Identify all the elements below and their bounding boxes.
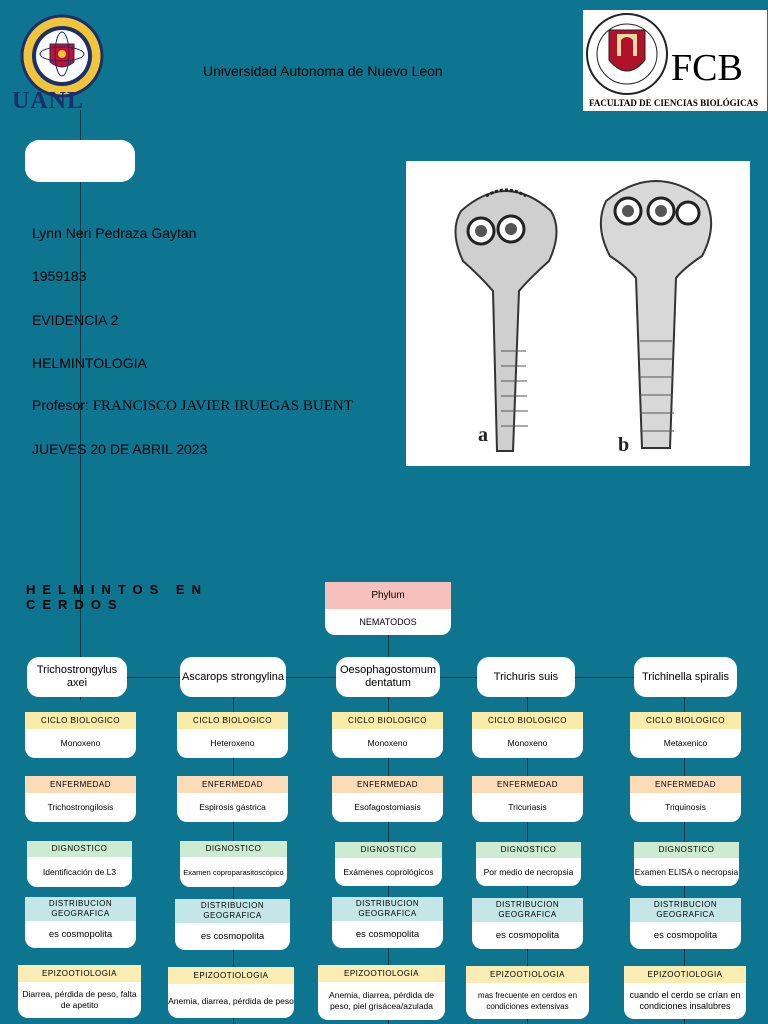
species-4-distribucion: es cosmopolita xyxy=(472,922,583,949)
species-1-name: Trichostrongylus axei xyxy=(27,657,127,697)
species-5-enfermedad: Triquinosis xyxy=(630,793,741,822)
professor-name: FRANCISCO JAVIER IRUEGAS BUENT xyxy=(92,398,353,414)
species-5-name: Trichinella spiralis xyxy=(634,657,737,697)
species-5-diagnostico: Examen ELISA o necropsia xyxy=(634,858,739,886)
species-5-distribucion-label: DISTRIBUCION GEOGRAFICA xyxy=(630,898,741,922)
species-2-epizootiologia: Anemia, diarrea, pérdida de peso xyxy=(168,984,294,1018)
species-3-epizootiologia-label: EPIZOOTIOLOGIA xyxy=(318,965,445,982)
species-3-epizootiologia: Anemia, diarrea, pérdida de peso, piel grisácea/azulada xyxy=(318,982,445,1020)
phylum-value: NEMATODOS xyxy=(325,609,451,635)
species-5-ciclo-label: CICLO BIOLOGICO xyxy=(630,712,741,729)
species-3-enfermedad-label: ENFERMEDAD xyxy=(332,776,443,793)
label-b: b xyxy=(618,434,630,456)
species-2-diagnostico-label: DIGNOSTICO xyxy=(180,841,287,857)
species-2-distribucion-label: DISTRIBUCION GEOGRAFICA xyxy=(175,899,290,923)
species-5-epizootiologia-label: EPIZOOTIOLOGIA xyxy=(624,966,746,983)
species-2-enfermedad: Espirosis gástrica xyxy=(177,793,288,822)
species-1-distribucion: es cosmopolita xyxy=(25,921,136,948)
species-1-ciclo-label: CICLO BIOLOGICO xyxy=(25,712,136,729)
species-3-distribucion: es cosmopolita xyxy=(332,921,443,948)
species-2-epizootiologia-label: EPIZOOTIOLOGIA xyxy=(168,967,294,984)
species-3-distribucion-label: DISTRIBUCION GEOGRAFICA xyxy=(332,897,443,921)
species-1-epizootiologia: Diarrea, pérdida de peso, falta de apetito xyxy=(18,982,141,1018)
decorative-pill xyxy=(25,140,135,182)
species-3-diagnostico: Exámenes coprológicos xyxy=(335,858,442,886)
subject: HELMINTOLOGIA xyxy=(32,355,147,371)
species-3-name: Oesophagostomum dentatum xyxy=(336,657,440,697)
fcb-logo xyxy=(583,10,767,111)
species-1-enfermedad-label: ENFERMEDAD xyxy=(25,776,136,793)
species-4-ciclo: Monoxeno xyxy=(472,729,583,758)
species-5-diagnostico-label: DIGNOSTICO xyxy=(634,842,739,858)
species-4-enfermedad-label: ENFERMEDAD xyxy=(472,776,583,793)
species-3-ciclo-label: CICLO BIOLOGICO xyxy=(332,712,443,729)
diagram-title: HELMINTOS EN CERDOS xyxy=(26,582,208,612)
species-2-ciclo: Heteroxeno xyxy=(177,729,288,758)
parasite-illustration xyxy=(406,161,750,466)
species-3-diagnostico-label: DIGNOSTICO xyxy=(335,842,442,858)
species-5-ciclo: Metaxenico xyxy=(630,729,741,758)
species-2-diagnostico: Examen coproparasitoscópico xyxy=(180,857,287,887)
species-1-ciclo: Monoxeno xyxy=(25,729,136,758)
species-1-distribucion-label: DISTRIBUCION GEOGRAFICA xyxy=(25,897,136,921)
species-4-enfermedad: Tricuriasis xyxy=(472,793,583,822)
student-id: 1959183 xyxy=(32,268,87,284)
label-a: a xyxy=(478,424,488,446)
date: JUEVES 20 DE ABRIL 2023 xyxy=(32,441,208,457)
professor xyxy=(32,397,353,415)
species-4-distribucion-label: DISTRIBUCION GEOGRAFICA xyxy=(472,898,583,922)
species-1-enfermedad: Trichostrongilosis xyxy=(25,793,136,822)
species-5-enfermedad-label: ENFERMEDAD xyxy=(630,776,741,793)
species-4-diagnostico: Por medio de necropsia xyxy=(476,858,581,886)
species-4-name: Trichuris suis xyxy=(477,657,575,697)
species-1-diagnostico: Identificación de L3 xyxy=(27,857,132,887)
uanl-logo-text: UANL xyxy=(12,88,85,114)
species-1-diagnostico-label: DIGNOSTICO xyxy=(27,841,132,857)
species-4-epizootiologia: mas frecuente en cerdos en condiciones extensivas xyxy=(466,983,589,1019)
phylum-label: Phylum xyxy=(325,582,451,609)
university-title: Universidad Autonoma de Nuevo Leon xyxy=(203,63,443,79)
assignment: EVIDENCIA 2 xyxy=(32,312,119,328)
species-5-epizootiologia: cuando el cerdo se crían en condiciones insalubres xyxy=(624,983,746,1019)
student-name: Lynn Neri Pedraza Gaytan xyxy=(32,225,197,241)
species-2-enfermedad-label: ENFERMEDAD xyxy=(177,776,288,793)
species-2-distribucion: es cosmopolita xyxy=(175,923,290,950)
species-1-epizootiologia-label: EPIZOOTIOLOGIA xyxy=(18,965,141,982)
professor-label: Profesor: xyxy=(32,397,89,413)
species-3-enfermedad: Esofagostomiasis xyxy=(332,793,443,822)
species-2-ciclo-label: CICLO BIOLOGICO xyxy=(177,712,288,729)
fcb-logo-text: FCB xyxy=(671,47,743,89)
species-2-name: Ascarops strongylina xyxy=(180,657,286,697)
species-4-ciclo-label: CICLO BIOLOGICO xyxy=(472,712,583,729)
species-4-epizootiologia-label: EPIZOOTIOLOGIA xyxy=(466,966,589,983)
species-5-distribucion: es cosmopolita xyxy=(630,922,741,949)
species-3-ciclo: Monoxeno xyxy=(332,729,443,758)
species-4-diagnostico-label: DIGNOSTICO xyxy=(476,842,581,858)
uanl-logo xyxy=(10,14,118,114)
fcb-logo-subtitle: FACULTAD DE CIENCIAS BIOLÓGICAS xyxy=(589,98,759,108)
